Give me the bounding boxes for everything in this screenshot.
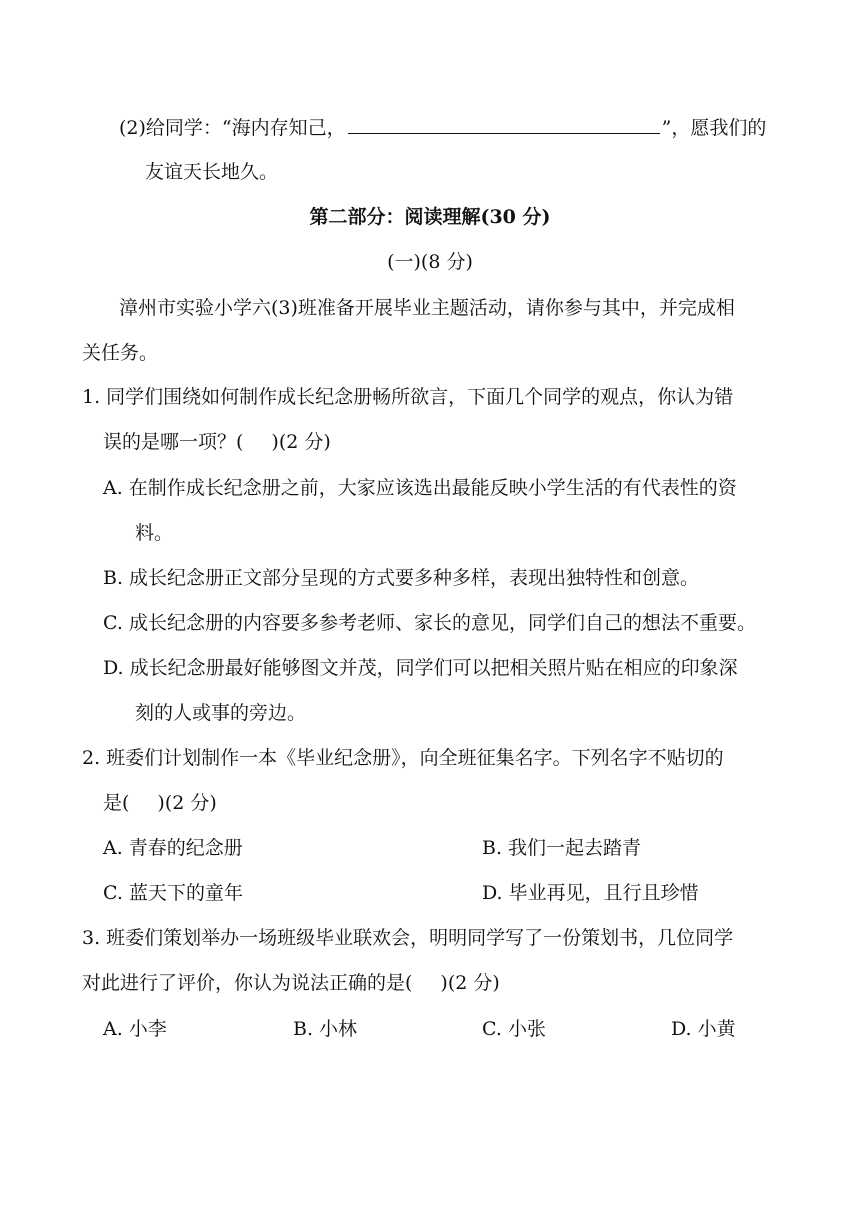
question-2-option-d[interactable]: D. 毕业再见，且行且珍惜 — [482, 882, 699, 904]
poem-fill-line-2: 友谊天长地久。 — [145, 161, 279, 183]
intro-text-line-1: 漳州市实验小学六(3)班准备开展毕业主题活动，请你参与其中，并完成相 — [119, 297, 735, 319]
question-3-stem-line-2 — [82, 971, 500, 995]
question-2-option-a[interactable]: A. 青春的纪念册 — [103, 837, 243, 859]
question-2-option-c[interactable]: C. 蓝天下的童年 — [103, 882, 243, 904]
score-text: )(2 分) — [271, 431, 331, 453]
question-3-option-d[interactable]: D. 小黄 — [671, 1018, 736, 1040]
score-text: )(2 分) — [440, 972, 500, 994]
question-1-option-c[interactable]: C. 成长纪念册的内容要多参考老师、家长的意见，同学们自己的想法不重要。 — [103, 612, 756, 634]
question-3-option-a[interactable]: A. 小李 — [103, 1018, 167, 1040]
question-3-stem-line-1: 3. 班委们策划举办一场班级毕业联欢会，明明同学写了一份策划书，几位同学 — [82, 927, 734, 949]
part-title: 第二部分：阅读理解(30 分) — [309, 206, 551, 228]
question-1-option-d-line-2: 刻的人或事的旁边。 — [135, 702, 307, 724]
question-2-stem-line-1: 2. 班委们计划制作一本《毕业纪念册》，向全班征集名字。下列名字不贴切的 — [82, 747, 724, 769]
stem-text: 是( — [103, 792, 130, 814]
question-1-option-a-line-2: 料。 — [135, 522, 174, 544]
question-3-option-c[interactable]: C. 小张 — [482, 1018, 546, 1040]
passage-subtitle: (一)(8 分) — [387, 251, 473, 273]
stem-text: 误的是哪一项？( — [103, 431, 244, 453]
question-1-option-a-line-1[interactable]: A. 在制作成长纪念册之前，大家应该选出最能反映小学生活的有代表性的资 — [103, 477, 737, 499]
question-1-option-d-line-1[interactable]: D. 成长纪念册最好能够图文并茂，同学们可以把相关照片贴在相应的印象深 — [103, 657, 738, 679]
poem-suffix: ”，愿我们的 — [661, 117, 767, 139]
question-1-stem-line-2 — [103, 430, 331, 454]
stem-text: 对此进行了评价，你认为说法正确的是( — [82, 972, 413, 994]
question-1-option-b[interactable]: B. 成长纪念册正文部分呈现的方式要多种多样，表现出独特性和创意。 — [103, 567, 700, 589]
question-2-stem-line-2 — [103, 791, 217, 815]
intro-text-line-2: 关任务。 — [82, 342, 159, 364]
question-1-stem-line-1: 1. 同学们围绕如何制作成长纪念册畅所欲言，下面几个同学的观点，你认为错 — [82, 386, 734, 408]
score-text: )(2 分) — [157, 792, 217, 814]
question-3-option-b[interactable]: B. 小林 — [293, 1018, 358, 1040]
question-2-option-b[interactable]: B. 我们一起去踏青 — [482, 837, 642, 859]
answer-blank[interactable] — [348, 115, 660, 134]
poem-prefix: (2)给同学：“海内存知己， — [119, 117, 346, 139]
poem-fill-line-1 — [119, 115, 766, 140]
